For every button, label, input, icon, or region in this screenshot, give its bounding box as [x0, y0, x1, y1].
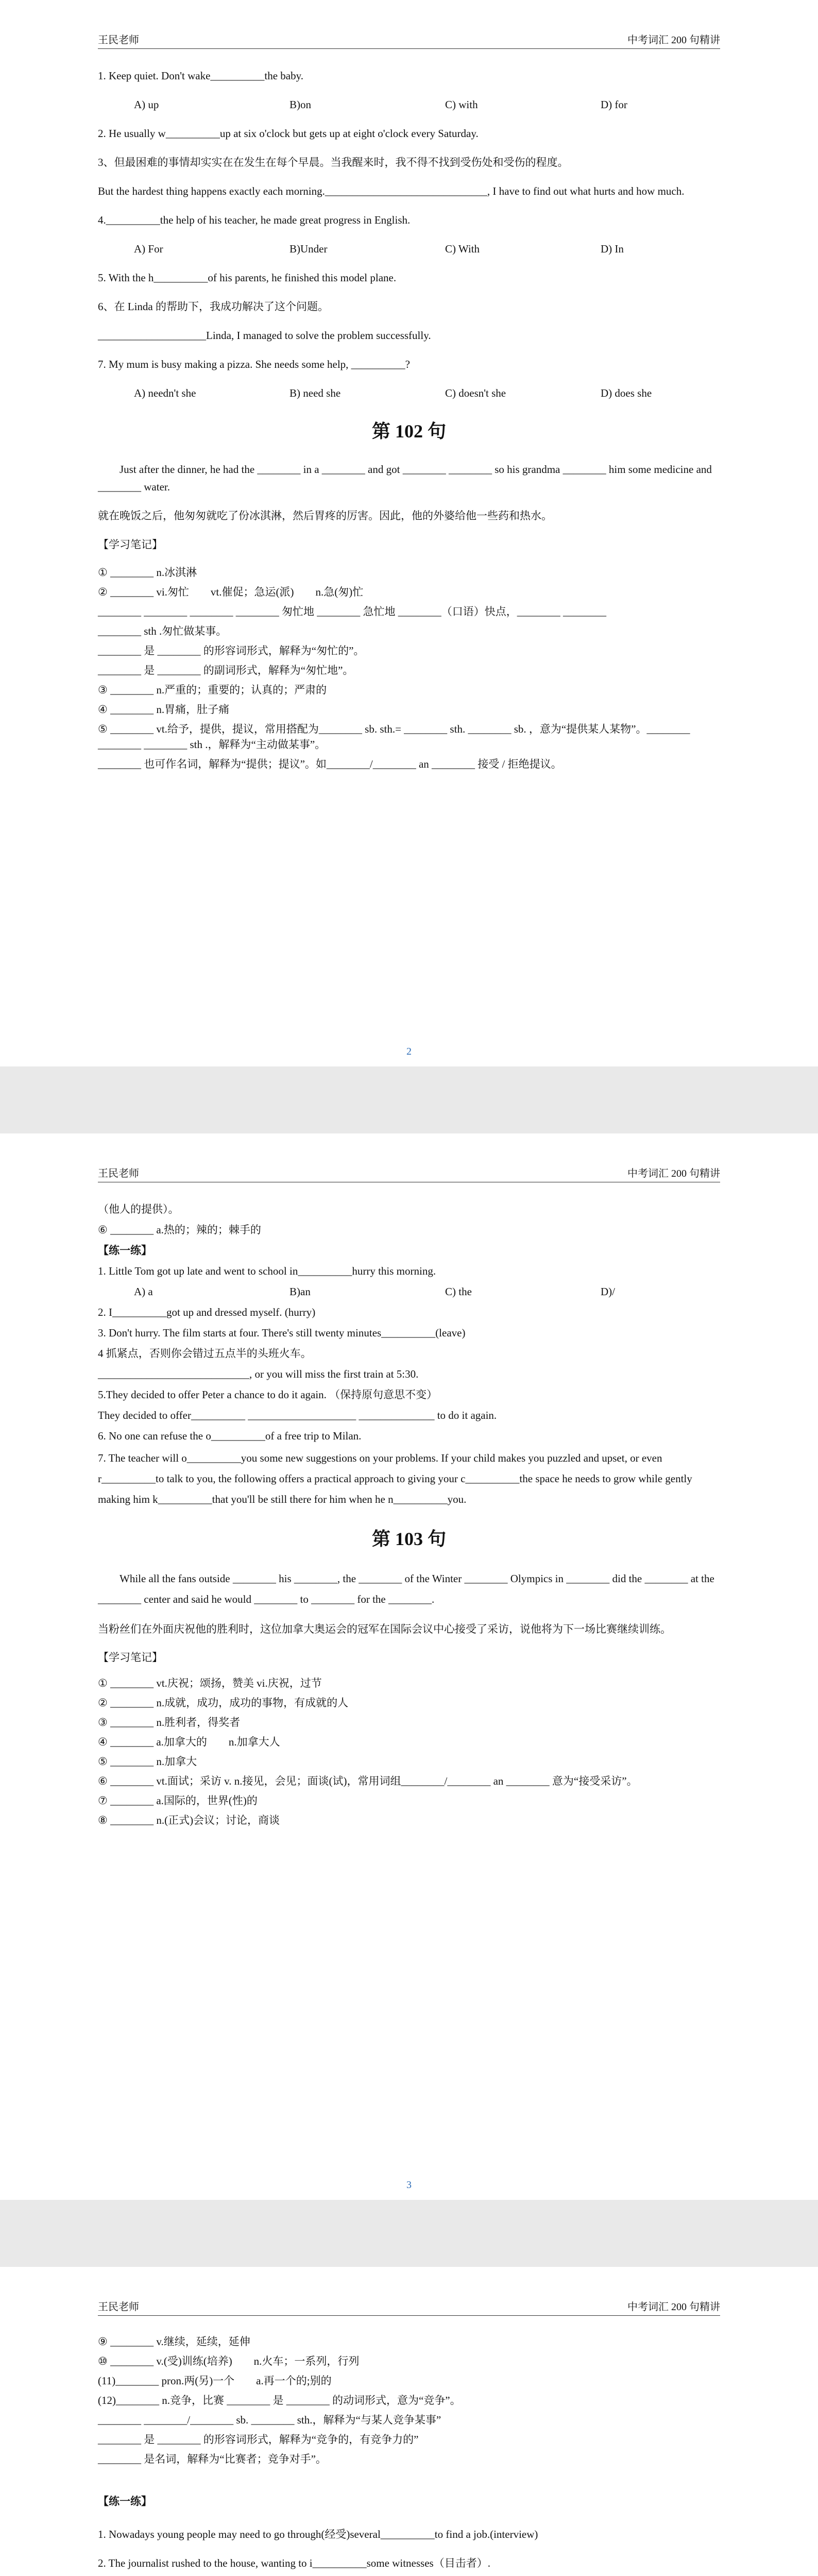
- note-line: ④ ________ n.胃痛，肚子痛: [98, 703, 230, 716]
- header-author: 王民老师: [98, 2301, 139, 2313]
- note-line: ⑩ ________ v.(受)训练(培养) n.火车；一系列，行列: [98, 2355, 360, 2367]
- question: But the hardest thing happens exactly each morning.______________________________, I have to find out what hurts and how much.: [98, 185, 685, 197]
- question: 6、在 Linda 的帮助下，我成功解决了这个问题。: [98, 300, 329, 313]
- option: C) doesn't she: [445, 387, 506, 399]
- option: A) needn't she: [134, 387, 196, 399]
- question: 1. Nowadays young people may need to go through(经受)several__________to find a job.(interview): [98, 2528, 538, 2540]
- page-number: 2: [406, 1046, 412, 1057]
- question: 3、但最困难的事情却实实在在发生在每个早晨。当我醒来时，我不得不找到受伤处和受伤的程度。: [98, 156, 569, 168]
- question: 3. Don't hurry. The film starts at four. There's still twenty minutes__________(leave): [98, 1327, 466, 1339]
- question: They decided to offer__________ ____________________ ______________ to do it again.: [98, 1409, 497, 1421]
- options: [98, 384, 720, 402]
- option: C) with: [445, 98, 478, 111]
- sentence-title: 第 102 句: [371, 421, 446, 442]
- option: C) With: [445, 243, 480, 255]
- note-line: (12)________ n.竞争，比赛 ________ 是 ________ 的动词形式，意为“竞争”。: [98, 2394, 461, 2406]
- notes-label: 【学习笔记】: [98, 538, 163, 551]
- note-line: ________ sth .匆忙做某事。: [98, 625, 227, 637]
- question: ____________________________, or you will miss the first train at 5:30.: [98, 1368, 419, 1380]
- page-1-content: [98, 67, 720, 776]
- sentence-chinese: 当粉丝们在外面庆祝他的胜利时，这位加拿大奥运会的冠军在国际会议中心接受了采访，说他将为下一场比赛继续训练。: [98, 1623, 671, 1635]
- question: 2. He usually w__________up at six o'clock but gets up at eight o'clock every Saturday.: [98, 127, 479, 140]
- note-line: ② ________ vi.匆忙 vt.催促；急运(派) n.急(匆)忙: [98, 586, 364, 598]
- question: 6. No one can refuse the o__________of a free trip to Milan.: [98, 1430, 362, 1442]
- note-line: ⑤ ________ n.加拿大: [98, 1755, 197, 1768]
- options: [98, 1283, 720, 1300]
- options: [98, 96, 720, 113]
- question: 2. I__________got up and dressed myself. (hurry): [98, 1306, 316, 1318]
- note-line: ④ ________ a.加拿大的 n.加拿大人: [98, 1736, 280, 1748]
- header-title: 中考词汇 200 句精讲: [627, 1168, 720, 1179]
- options: [98, 240, 720, 258]
- sentence-english: Just after the dinner, he had the ________ in a ________ and got ________ ________ so his grandma ________ him some medicine and ________ water.: [98, 463, 712, 493]
- note-line: ⑥ ________ vt.面试；采访 v. n.接见，会见；面谈(试)，常用词组________/________ an ________ 意为“接受采访”。: [98, 1775, 638, 1787]
- note-line: ________ ________/________ sb. ________ sth.，解释为“与某人竞争某事”: [98, 2414, 441, 2426]
- option: D) for: [601, 98, 627, 111]
- practice-label: 【练一练】: [98, 1244, 152, 1257]
- question: 5. With the h__________of his parents, he finished this model plane.: [98, 272, 397, 284]
- sentence-chinese: 就在晚饭之后，他匆匆就吃了份冰淇淋，然后胃疼的厉害。因此，他的外婆给他一些药和热水。: [98, 510, 552, 522]
- option: C) the: [445, 1285, 472, 1298]
- header-title: 中考词汇 200 句精讲: [627, 2301, 720, 2313]
- option: B) need she: [289, 387, 341, 399]
- note-line: ________ 是名词，解释为“比赛者；竞争对手”。: [98, 2453, 327, 2465]
- question: 7. The teacher will o__________you some new suggestions on your problems. If your child makes you puzzled and upset, or even r__________to talk to you, the following offers a practical approach to giving your c__________the space he needs to grow while gently making him k__________that you'll be still there for him when he n__________you.: [98, 1452, 692, 1505]
- option: D) does she: [601, 387, 652, 399]
- study-notes: [98, 565, 720, 772]
- option: B)an: [289, 1285, 311, 1298]
- note-line: ⑦ ________ a.国际的，世界(性)的: [98, 1794, 258, 1807]
- header-author: 王民老师: [98, 1168, 139, 1179]
- option: A) up: [134, 98, 159, 111]
- page-3-content: [98, 2334, 720, 2576]
- note-line: ⑥ ________ a.热的；辣的；棘手的: [98, 1224, 261, 1236]
- question: 7. My mum is busy making a pizza. She needs some help, __________?: [98, 358, 410, 370]
- note-line: ② ________ n.成就，成功，成功的事物，有成就的人: [98, 1697, 349, 1709]
- question: 1. Keep quiet. Don't wake__________the baby.: [98, 70, 303, 82]
- question: ____________________Linda, I managed to solve the problem successfully.: [98, 329, 431, 342]
- header-author: 王民老师: [98, 35, 139, 46]
- question: 4.__________the help of his teacher, he made great progress in English.: [98, 214, 411, 226]
- note-line: （他人的提供）。: [98, 1203, 179, 1215]
- note-line: ________ 是 ________ 的形容词形式，解释为“匆忙的”。: [98, 645, 365, 657]
- option: B)on: [289, 98, 311, 111]
- page-2: [0, 1133, 818, 2200]
- note-line: ________ 是 ________ 的形容词形式，解释为“竞争的，有竞争力的”: [98, 2433, 419, 2446]
- page-header: [98, 1166, 720, 1182]
- study-notes: [98, 2334, 720, 2467]
- note-line: ① ________ vt.庆祝；颂扬，赞美 vi.庆祝，过节: [98, 1677, 322, 1689]
- question: 5.They decided to offer Peter a chance to do it again. （保持原句意思不变）: [98, 1388, 438, 1401]
- option: D) In: [601, 243, 624, 255]
- question: 1. Little Tom got up late and went to school in__________hurry this morning.: [98, 1265, 436, 1277]
- note-line: ③ ________ n.胜利者，得奖者: [98, 1716, 241, 1728]
- note-line: ③ ________ n.严重的；重要的；认真的；严肃的: [98, 684, 327, 696]
- question: 2. The journalist rushed to the house, wanting to i__________some witnesses（目击者）.: [98, 2557, 490, 2569]
- question: 4 抓紧点，否则你会错过五点半的头班火车。: [98, 1347, 312, 1360]
- option: A) For: [134, 243, 163, 255]
- page-header: [98, 33, 720, 49]
- notes-label: 【学习笔记】: [98, 1651, 163, 1664]
- practice-label: 【练一练】: [98, 2495, 152, 2507]
- note-line: ① ________ n.冰淇淋: [98, 566, 197, 579]
- page-number: 3: [406, 2179, 412, 2191]
- header-title: 中考词汇 200 句精讲: [627, 35, 720, 46]
- sentence-title: 第 103 句: [371, 1529, 446, 1549]
- option: D)/: [601, 1285, 615, 1298]
- study-notes: [98, 1675, 720, 1828]
- note-line: ________ 也可作名词，解释为“提供；提议”。如________/________ an ________ 接受 / 拒绝提议。: [98, 758, 562, 770]
- note-line: ________ 是 ________ 的副词形式，解释为“匆忙地”。: [98, 664, 354, 676]
- page-3: [0, 2267, 818, 2576]
- note-line: ⑤ ________ vt.给予，提供，提议，常用搭配为________ sb. sth.= ________ sth. ________ sb. ，意为“提供某人某物”。________ ________ ________ sth .，解释为“主动做某事”。: [98, 723, 690, 751]
- option: A) a: [134, 1285, 153, 1298]
- note-line: ⑧ ________ n.(正式)会议；讨论，商谈: [98, 1814, 280, 1826]
- sentence-english: While all the fans outside ________ his ________, the ________ of the Winter ________ Olympics in ________ did the ________ at the ________ center and said he would ________ to ________ for the ________.: [98, 1572, 714, 1605]
- page-1: [0, 0, 818, 1066]
- note-line: (11)________ pron.两(另)一个 a.再一个的;别的: [98, 2375, 332, 2387]
- page-header: [98, 2300, 720, 2316]
- note-line: ⑨ ________ v.继续，延续，延伸: [98, 2335, 250, 2348]
- option: B)Under: [289, 243, 328, 255]
- note-line: ________ ________ ________ ________ 匆忙地 ________ 急忙地 ________（口语）快点，________ ________: [98, 605, 606, 618]
- page-2-content: [98, 1200, 720, 1832]
